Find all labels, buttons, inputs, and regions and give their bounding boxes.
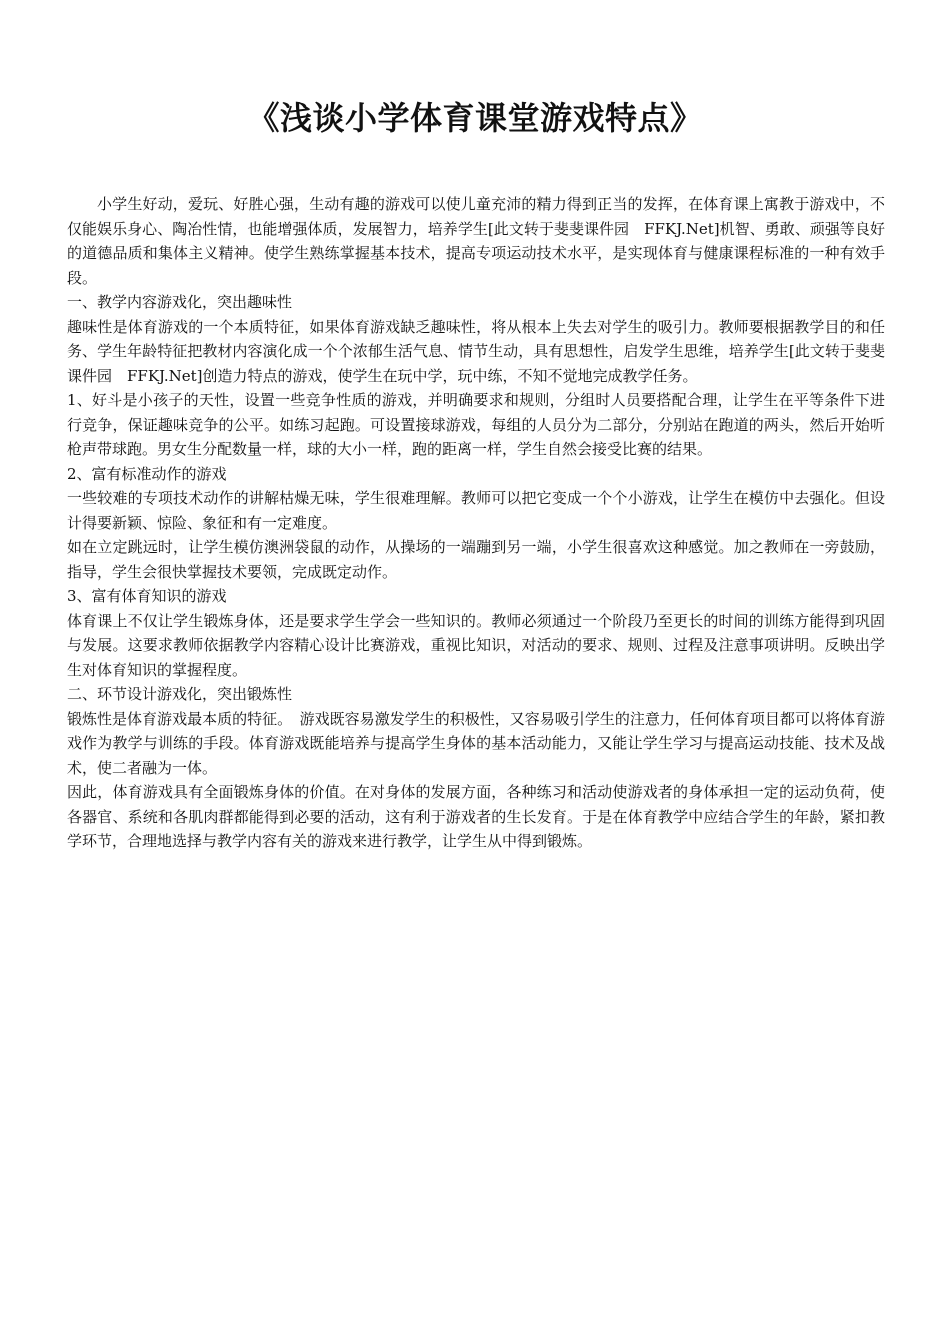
section-2-paragraph-2: 因此，体育游戏具有全面锻炼身体的价值。在对身体的发展方面，各种练习和活动使游戏者的身体承担一定的运动负荷，使各器官、系统和各肌肉群都能得到必要的活动，这有利于游戏者的生长发育。于是在体育教学中应结合学生的年龄，紧扣教学环节，合理地选择与教学内容有关的游戏来进行教学，让学生从中得到锻炼。 [67, 783, 885, 850]
intro-paragraph: 小学生好动，爱玩、好胜心强，生动有趣的游戏可以使儿童充沛的精力得到正当的发挥，在体育课上寓教于游戏中，不仅能娱乐身心、陶冶性情，也能增强体质，发展智力，培养学生[此文转于斐斐课件园 FFKJ.Net]机智、勇敢、顽强等良好的道德品质和集体主义精神。使学生熟练掌握基本技术，提高专项运动技术水平，是实现体育与健康课程标准的一种有效手段。 [67, 195, 885, 287]
section-2-paragraph-1: 锻炼性是体育游戏最本质的特征。 游戏既容易激发学生的积极性，又容易吸引学生的注意力，任何体育项目都可以将体育游戏作为教学与训练的手段。体育游戏既能培养与提高学生身体的基本活动能力，又能让学生学习与提高运动技能、技术及战术，使二者融为一体。 [67, 709, 885, 777]
subsection-1-paragraph: 1、好斗是小孩子的天性，设置一些竞争性质的游戏，并明确要求和规则，分组时人员要搭配合理，让学生在平等条件下进行竞争，保证趣味竞争的公平。如练习起跑。可设置接球游戏，每组的人员分为二部分，分别站在跑道的两头，然后开始听枪声带球跑。男女生分配数量一样，球的大小一样，跑的距离一样，学生自然会接受比赛的结果。 [67, 391, 885, 458]
section-heading-1: 一、教学内容游戏化，突出趣味性 [67, 293, 293, 311]
subsection-heading-3: 3、富有体育知识的游戏 [67, 587, 227, 605]
document-body [67, 192, 885, 854]
section-1-paragraph: 趣味性是体育游戏的一个本质特征，如果体育游戏缺乏趣味性，将从根本上失去对学生的吸引力。教师要根据教学目的和任务、学生年龄特征把教材内容演化成一个个浓郁生活气息、情节生动，具有思想性，启发学生思维，培养学生[此文转于斐斐课件园 FFKJ.Net]创造力特点的游戏，使学生在玩中学，玩中练，不知不觉地完成教学任务。 [67, 317, 885, 385]
subsection-heading-2: 2、富有标准动作的游戏 [67, 464, 227, 483]
subsection-3-paragraph: 体育课上不仅让学生锻炼身体，还是要求学生学会一些知识的。教师必须通过一个阶段乃至更长的时间的训练方能得到巩固与发展。这要求教师依据教学内容精心设计比赛游戏，重视比知识，对活动的要求、规则、过程及注意事项讲明。反映出学生对体育知识的掌握程度。 [67, 611, 885, 679]
subsection-2-paragraph-1: 一些较难的专项技术动作的讲解枯燥无味，学生很难理解。教师可以把它变成一个个小游戏，让学生在模仿中去强化。但设计得要新颖、惊险、象征和有一定难度。 [67, 489, 885, 532]
section-heading-2: 二、环节设计游戏化，突出锻炼性 [67, 685, 293, 703]
document-title: 《浅谈小学体育课堂游戏特点》 [247, 99, 703, 137]
subsection-2-paragraph-2: 如在立定跳远时，让学生模仿澳洲袋鼠的动作，从操场的一端蹦到另一端，小学生很喜欢这种感觉。加之教师在一旁鼓励，指导，学生会很快掌握技术要领，完成既定动作。 [67, 538, 885, 581]
